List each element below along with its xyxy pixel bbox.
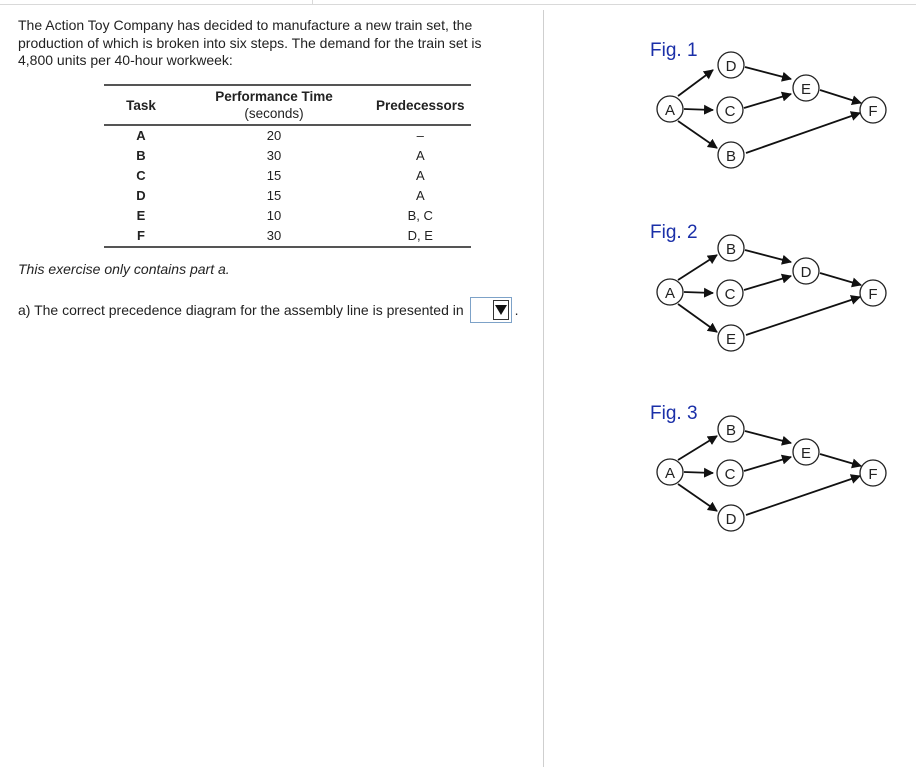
predecessor-cell: D, E [370, 226, 471, 247]
exercise-note: This exercise only contains part a. [18, 261, 230, 277]
edge-join-end [820, 454, 861, 466]
node-mid-label: C [724, 103, 736, 120]
top-border-corner [893, 0, 916, 5]
node-a-label: A [664, 465, 676, 482]
table-row [104, 226, 471, 247]
dropdown-arrow-icon[interactable] [493, 300, 509, 320]
edge-a-top [678, 255, 717, 280]
header-task: Task [104, 85, 178, 125]
task-cell: E [136, 208, 146, 223]
node-mid-label: C [724, 466, 736, 483]
task-cell: D [136, 188, 146, 203]
edge-mid-join [744, 276, 791, 290]
node-join-label: E [800, 445, 812, 462]
node-end-label: F [868, 103, 878, 120]
edge-mid-join [744, 94, 791, 108]
table-row [104, 166, 471, 186]
table-row [104, 186, 471, 206]
time-cell: 20 [266, 128, 282, 143]
edge-a-bottom [678, 484, 717, 511]
edge-a-bottom [678, 304, 717, 332]
time-cell: 10 [266, 208, 282, 223]
panel-divider [543, 10, 544, 767]
predecessor-cell: – [416, 128, 424, 143]
task-cell: B [136, 148, 146, 163]
header-performance-line2: (seconds) [244, 106, 304, 121]
node-bottom-label: D [725, 511, 737, 528]
edge-a-top [678, 436, 717, 460]
figure-3-label: Fig. 3 [650, 403, 698, 424]
edge-bottom-end [746, 476, 860, 515]
header-performance-time [178, 85, 370, 125]
task-cell: F [104, 226, 178, 247]
question-line [18, 297, 519, 323]
edge-top-join [745, 67, 791, 79]
question-text: a) The correct precedence diagram for the assembly line is presented in [18, 302, 464, 318]
node-top-label: B [725, 241, 737, 258]
answer-dropdown[interactable] [470, 297, 512, 323]
edge-join-end [820, 90, 861, 103]
predecessor-cell: A [415, 168, 425, 183]
node-end-label: F [868, 466, 878, 483]
header-predecessors: Predecessors [370, 85, 471, 125]
time-cell: 15 [266, 188, 282, 203]
question-panel [18, 17, 528, 318]
node-bottom-label: B [725, 148, 737, 165]
edge-bottom-end [746, 113, 860, 153]
edge-a-bottom [678, 121, 717, 148]
table-row [104, 125, 471, 146]
task-cell: A [136, 128, 146, 143]
task-table [104, 84, 471, 248]
time-cell: 15 [266, 168, 282, 183]
node-mid-label: C [724, 286, 736, 303]
edge-mid-join [744, 457, 791, 471]
table-row [104, 146, 471, 166]
top-border-mark [312, 0, 313, 5]
edge-a-mid [684, 109, 713, 110]
node-a-label: A [664, 285, 676, 302]
edge-a-top [678, 70, 713, 96]
edge-top-join [745, 431, 791, 443]
table-header-row [104, 85, 471, 125]
edge-bottom-end [746, 297, 860, 335]
figure-2-label: Fig. 2 [650, 222, 698, 243]
node-end-label: F [868, 286, 878, 303]
node-a-label: A [664, 102, 676, 119]
edge-join-end [820, 273, 861, 285]
problem-statement: The Action Toy Company has decided to manufacture a new train set, the production of which is broken into six steps. The demand for the train set is 4,800 units per 40-hour workweek: [18, 17, 482, 68]
header-performance-line1: Performance Time [215, 89, 333, 104]
node-join-label: D [800, 264, 812, 281]
predecessor-cell: A [415, 188, 425, 203]
task-cell: C [136, 168, 146, 183]
node-top-label: D [725, 58, 737, 75]
top-border [0, 4, 916, 5]
edge-top-join [745, 250, 791, 262]
time-cell: 30 [178, 226, 370, 247]
node-bottom-label: E [725, 331, 737, 348]
figure-2 [645, 222, 895, 372]
predecessor-cell: A [415, 148, 425, 163]
edge-a-mid [684, 292, 713, 293]
node-top-label: B [725, 422, 737, 439]
figure-3 [645, 403, 895, 553]
figure-1 [645, 40, 895, 190]
time-cell: 30 [266, 148, 282, 163]
question-period: . [514, 302, 519, 318]
figure-1-label: Fig. 1 [650, 40, 698, 61]
node-join-label: E [800, 81, 812, 98]
predecessor-cell: B, C [407, 208, 433, 223]
edge-a-mid [684, 472, 713, 473]
table-row [104, 206, 471, 226]
